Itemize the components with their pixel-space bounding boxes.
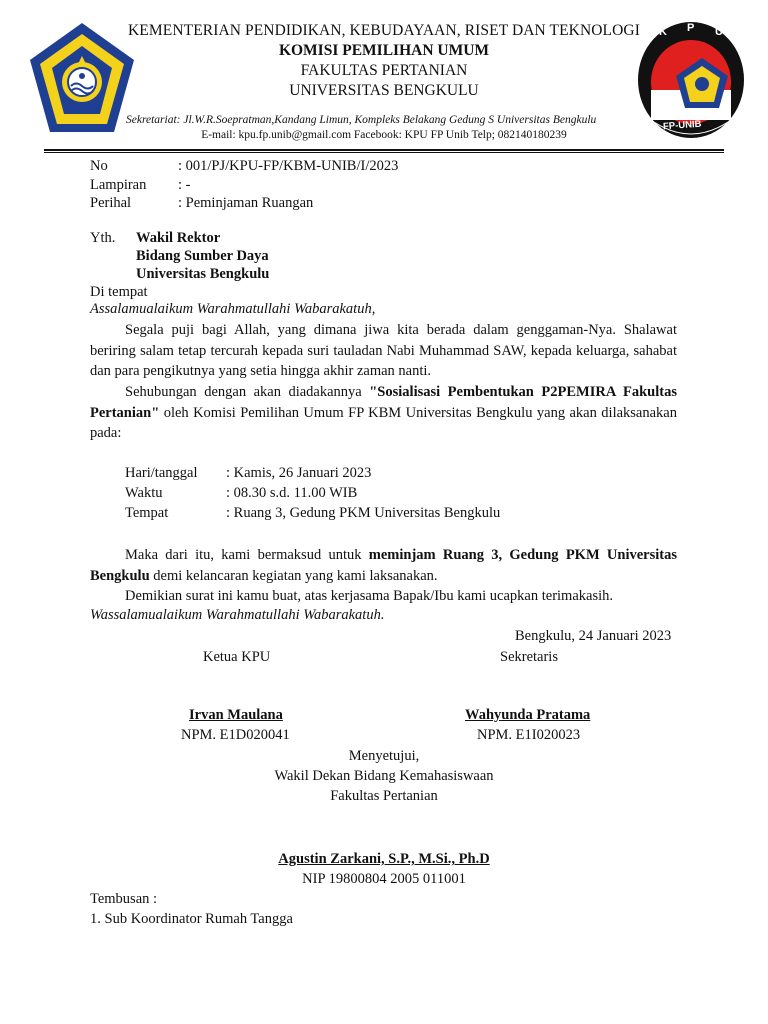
header-rule-thick — [44, 149, 724, 151]
header-org: KOMISI PEMILIHAN UMUM — [278, 42, 490, 59]
header-faculty: FAKULTAS PERTANIAN — [300, 62, 468, 79]
event-time-label: Waktu — [125, 485, 163, 501]
place-date: Bengkulu, 24 Januari 2023 — [515, 628, 672, 644]
paragraph-3 — [90, 545, 677, 586]
paragraph-2-text-c: oleh Komisi Pemilihan Umum FP KBM Universitas Bengkulu yang akan dilaksanakan pada: — [90, 404, 677, 442]
paragraph-1 — [90, 320, 677, 382]
closing: Wassalamualaikum Warahmatullahi Wabarakatuh. — [90, 607, 385, 623]
paragraph-1-text: Segala puji bagi Allah, yang dimana jiwa kita berada dalam genggaman-Nya. Shalawat beriring salam tetap tercurah kepada suri tauladan Nabi Muhammad SAW, kepada keluarga, sahabat dan para pengikutnya yang setia hingga akhir zaman nanti. — [90, 322, 677, 380]
header-contact: E-mail: kpu.fp.unib@gmail.com Facebook: KPU FP Unib Telp; 082140180239 — [201, 129, 567, 141]
header-address: Sekretariat: Jl.W.R.Soepratman,Kandang Limun, Kompleks Belakang Gedung S Universitas Bengkulu — [126, 114, 597, 126]
meta-perihal-label: Perihal — [90, 195, 132, 211]
meta-lampiran-label: Lampiran — [90, 177, 147, 193]
meta-perihal-value: : Peminjaman Ruangan — [178, 195, 314, 211]
greeting: Assalamualaikum Warahmatullahi Wabarakatuh, — [90, 301, 376, 317]
approver-name: Agustin Zarkani, S.P., M.Si., Ph.D — [278, 851, 490, 867]
meta-no-value: : 001/PJ/KPU-FP/KBM-UNIB/I/2023 — [178, 158, 399, 174]
cc-label: Tembusan : — [90, 891, 158, 907]
event-place-value: : Ruang 3, Gedung PKM Universitas Bengkulu — [226, 505, 501, 521]
meta-no-label: No — [90, 158, 108, 174]
header-rule-thin — [44, 152, 724, 153]
approver-nip: NIP 19800804 2005 011001 — [302, 871, 466, 887]
recipient-line2: Bidang Sumber Daya — [136, 248, 269, 264]
approver-faculty: Fakultas Pertanian — [330, 788, 438, 804]
event-time-value: : 08.30 s.d. 11.00 WIB — [226, 485, 358, 501]
cc-item: 1. Sub Koordinator Rumah Tangga — [90, 911, 293, 927]
paragraph-4: Demikian surat ini kamu buat, atas kerjasama Bapak/Ibu kami ucapkan terimakasih. — [125, 588, 614, 604]
left-signer-name: Irvan Maulana — [189, 707, 283, 723]
event-day-label: Hari/tanggal — [125, 465, 198, 481]
left-signer-title: Ketua KPU — [203, 649, 271, 665]
room-request: meminjam Ruang 3, Gedung PKM Universitas Bengkulu — [90, 547, 677, 584]
right-signer-title: Sekretaris — [500, 649, 558, 665]
kpu-logo-letter-u: U — [715, 26, 723, 38]
header-ministry: KEMENTERIAN PENDIDIKAN, KEBUDAYAAN, RISET DAN TEKNOLOGI — [128, 22, 640, 39]
recipient-line3: Universitas Bengkulu — [136, 266, 270, 282]
kpu-logo-letter-p: P — [687, 22, 695, 34]
event-name: "Sosialisasi Pembentukan P2PEMIRA Fakultas Pertanian" — [90, 384, 677, 421]
recipient-line1: Wakil Rektor — [136, 230, 221, 246]
kpu-logo-letter-k: K — [659, 26, 667, 38]
approver-title: Wakil Dekan Bidang Kemahasiswaan — [274, 768, 494, 784]
paragraph-2 — [90, 382, 677, 444]
paragraph-2-text-a: Sehubungan dengan akan diadakannya — [125, 384, 370, 400]
header-university: UNIVERSITAS BENGKULU — [289, 82, 479, 99]
kpu-logo-banner: FP-UNIB — [662, 118, 702, 133]
right-signer-name: Wahyunda Pratama — [465, 707, 591, 723]
event-place-label: Tempat — [125, 505, 169, 521]
left-signer-npm: NPM. E1D020041 — [181, 727, 290, 743]
event-day-value: : Kamis, 26 Januari 2023 — [226, 465, 372, 481]
approve-label: Menyetujui, — [348, 748, 420, 764]
recipient-yth: Yth. — [90, 230, 116, 246]
right-signer-npm: NPM. E1I020023 — [477, 727, 581, 743]
paragraph-3-text-c: demi kelancaran kegiatan yang kami laksanakan. — [149, 567, 438, 584]
meta-lampiran-value: : - — [178, 177, 191, 193]
recipient-place: Di tempat — [90, 284, 148, 300]
paragraph-3-text-a: Maka dari itu, kami bermaksud untuk — [125, 547, 369, 563]
